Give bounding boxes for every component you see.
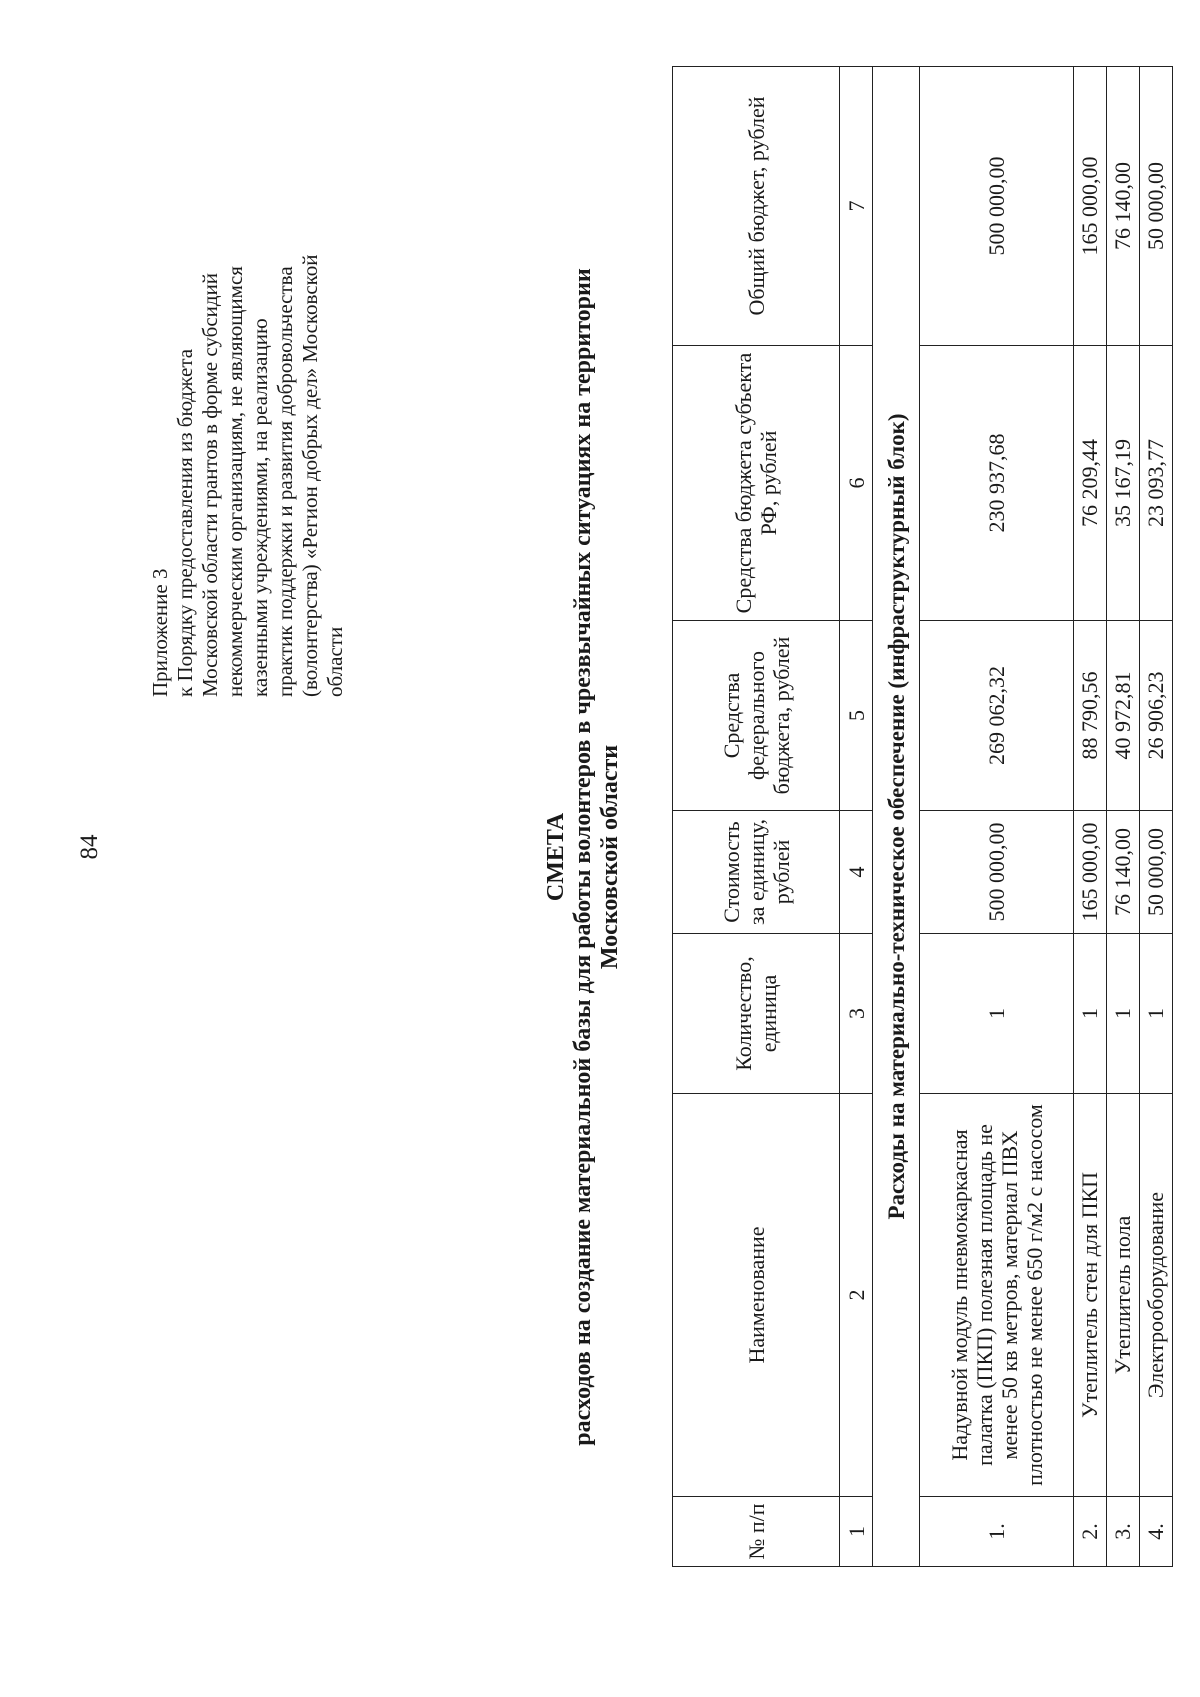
row-number: 3.: [1107, 1497, 1140, 1567]
row-total: 165 000,00: [1074, 67, 1107, 346]
appendix-line: области: [323, 626, 347, 697]
row-name: Надувной модуль пневмокаркасная палатка (ПКП) полезная площадь не менее 50 кв метров, материал ПВХ плотностью не менее 650 г/м2 с насосом: [920, 1094, 1074, 1497]
table-row: [1140, 67, 1173, 1567]
row-regional: 35 167,19: [1107, 346, 1140, 621]
title-line-1: СМЕТА: [543, 812, 569, 902]
column-number: 1: [840, 1497, 873, 1567]
header-cell-federal: Средства федерального бюджета, рублей: [673, 621, 840, 811]
table-row: [1074, 67, 1107, 1567]
row-federal: 88 790,56: [1074, 621, 1107, 811]
column-number: 3: [840, 934, 873, 1094]
row-unit-cost: 50 000,00: [1140, 811, 1173, 934]
section-title: Расходы на материально-техническое обеспечение (инфраструктурный блок): [873, 67, 920, 1567]
row-quantity: 1: [1107, 934, 1140, 1094]
row-federal: 40 972,81: [1107, 621, 1140, 811]
row-unit-cost: 500 000,00: [920, 811, 1074, 934]
row-unit-cost: 165 000,00: [1074, 811, 1107, 934]
row-number: 2.: [1074, 1497, 1107, 1567]
row-total: 500 000,00: [920, 67, 1074, 346]
header-cell-number: № п/п: [673, 1497, 840, 1567]
appendix-line: к Порядку предоставления из бюджета: [173, 348, 197, 697]
table-row: [1107, 67, 1140, 1567]
table-header-row: [673, 67, 840, 1567]
row-total: 50 000,00: [1140, 67, 1173, 346]
row-regional: 23 093,77: [1140, 346, 1173, 621]
row-federal: 269 062,32: [920, 621, 1074, 811]
row-regional: 230 937,68: [920, 346, 1074, 621]
row-federal: 26 906,23: [1140, 621, 1173, 811]
section-row: [873, 67, 920, 1567]
column-number: 5: [840, 621, 873, 811]
row-name: Электрооборудование: [1140, 1094, 1173, 1497]
title-line-3: Московской области: [597, 744, 623, 970]
appendix-line: (волонтерства) «Регион добрых дел» Московской: [298, 254, 322, 697]
appendix-line: казенными учреждениями, на реализацию: [248, 318, 272, 697]
appendix-line: Московской области грантов в форме субсидий: [198, 272, 222, 697]
appendix-note: [148, 47, 348, 697]
row-quantity: 1: [1074, 934, 1107, 1094]
row-total: 76 140,00: [1107, 67, 1140, 346]
document-title: [543, 117, 624, 1597]
header-cell-name: Наименование: [673, 1094, 840, 1497]
appendix-line: Приложение 3: [148, 568, 172, 697]
row-quantity: 1: [1140, 934, 1173, 1094]
column-number: 2: [840, 1094, 873, 1497]
header-cell-quantity: Количество, единица: [673, 934, 840, 1094]
row-unit-cost: 76 140,00: [1107, 811, 1140, 934]
appendix-line: практик поддержки и развития добровольчества: [273, 266, 297, 697]
budget-table: [672, 66, 1173, 1567]
row-name: Утеплитель пола: [1107, 1094, 1140, 1497]
page-number: 84: [76, 834, 103, 860]
row-quantity: 1: [920, 934, 1074, 1094]
column-number: 6: [840, 346, 873, 621]
appendix-line: некоммерческим организациям, не являющимся: [223, 266, 247, 697]
column-number: 4: [840, 811, 873, 934]
row-regional: 76 209,44: [1074, 346, 1107, 621]
column-number: 7: [840, 67, 873, 346]
row-number: 4.: [1140, 1497, 1173, 1567]
row-number: 1.: [920, 1497, 1074, 1567]
header-cell-regional: Средства бюджета субъекта РФ, рублей: [673, 346, 840, 621]
table-row: [920, 67, 1074, 1567]
row-name: Утеплитель стен для ПКП: [1074, 1094, 1107, 1497]
header-cell-unit-cost: Стоимость за единицу, рублей: [673, 811, 840, 934]
header-cell-total: Общий бюджет, рублей: [673, 67, 840, 346]
title-line-2: расходов на создание материальной базы для работы волонтеров в чрезвычайных ситуациях на территории: [570, 268, 596, 1446]
column-number-row: [840, 67, 873, 1567]
